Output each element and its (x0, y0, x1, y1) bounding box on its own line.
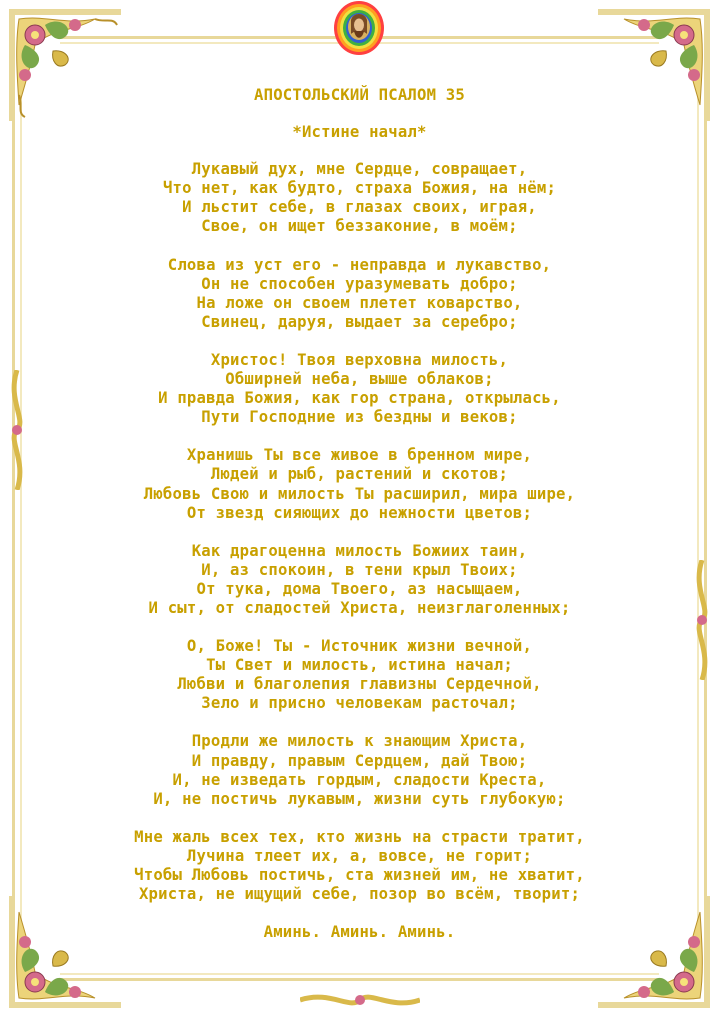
frame-bottom-inner-line (60, 973, 659, 975)
verse-line: Любовь Свою и милость Ты расширил, мира шире, (143, 484, 576, 503)
stanza-4 (60, 446, 659, 522)
stanza-6 (60, 637, 659, 713)
frame-left-line (12, 60, 15, 957)
verse-line: И, не постичь лукавым, жизни суть глубокую; (153, 789, 566, 808)
verse-line: От звезд сияющих до нежности цветов; (186, 503, 533, 522)
verse-line: Хранишь Ты все живое в бренном мире, (186, 446, 533, 465)
frame-right-line (704, 60, 707, 957)
verse-line: Мне жаль всех тех, кто жизнь на страсти тратит, (134, 827, 585, 846)
stanza-1 (60, 160, 659, 236)
christ-icon (333, 0, 385, 56)
bottom-ornament-icon (300, 985, 420, 1015)
frame-bottom-line (60, 978, 659, 981)
verse-line: От тука, дома Твоего, аз насыщаем, (196, 579, 523, 598)
verse-line: Он не способен уразумевать добро; (201, 274, 518, 293)
frame-left-inner-line (20, 60, 22, 957)
verse-line: Лучина тлеет их, а, вовсе, не горит; (186, 846, 533, 865)
verse-line: Пути Господние из бездны и веков; (201, 408, 518, 427)
verse-line: Чтобы Любовь постичь, ста жизней им, не хватит, (134, 866, 585, 884)
stanza-3 (60, 351, 659, 427)
verse-line: Свинец, даруя, выдает за серебро; (201, 312, 518, 331)
psalm-text (60, 86, 659, 942)
frame-right-inner-line (697, 60, 699, 957)
psalm-subtitle: *Истине начал* (292, 123, 427, 142)
verse-line: Любви и благолепия главизны Сердечной, (177, 675, 542, 694)
verse-line: Христос! Твоя верховна милость, (210, 350, 509, 369)
stanza-8 (60, 828, 659, 904)
verse-line: Христа, не ищущий себе, позор во всём, творит; (138, 885, 581, 904)
verse-line: Как драгоценна милость Божиих таин, (191, 541, 528, 560)
verse-line: Слова из уст его - неправда и лукавство, (167, 255, 552, 274)
verse-line: И льстит себе, в глазах своих, играя, (182, 198, 537, 217)
closing-amen: Аминь. Аминь. Аминь. (263, 923, 456, 942)
verse-line: Зело и присно человекам расточал; (201, 694, 518, 713)
verse-line: Ты Свет и милость, истина начал; (206, 656, 513, 675)
verse-line: На ложе он своем плетет коварство, (196, 293, 523, 312)
stanza-5 (60, 542, 659, 618)
psalm-title: АПОСТОЛЬСКИЙ ПСАЛОМ 35 (254, 86, 465, 104)
verse-line: Людей и рыб, растений и скотов; (210, 465, 509, 484)
stanza-7 (60, 732, 659, 808)
verse-line: Обширней неба, выше облаков; (225, 370, 494, 389)
verse-line: Свое, он ищет беззаконие, в моём; (201, 217, 518, 236)
verse-line: И правда Божия, как гор страна, открылась, (158, 389, 561, 408)
verse-line: И сыт, от сладостей Христа, неизглаголенных; (148, 598, 571, 617)
verse-line: Продли же милость к знающим Христа, (191, 732, 528, 751)
right-side-ornament-icon (687, 560, 717, 680)
left-side-ornament-icon (2, 370, 32, 490)
verse-line: И, не изведать гордым, сладости Креста, (172, 770, 547, 789)
verse-line: Что нет, как будто, страха Божия, на нём; (162, 179, 557, 198)
verse-line: И правду, правым Сердцем, дай Твою; (191, 751, 528, 770)
verse-line: О, Боже! Ты - Источник жизни вечной, (186, 637, 533, 656)
verse-line: И, аз спокоин, в тени крыл Твоих; (201, 560, 518, 579)
stanza-2 (60, 256, 659, 332)
verse-line: Лукавый дух, мне Сердце, совращает, (191, 160, 528, 179)
